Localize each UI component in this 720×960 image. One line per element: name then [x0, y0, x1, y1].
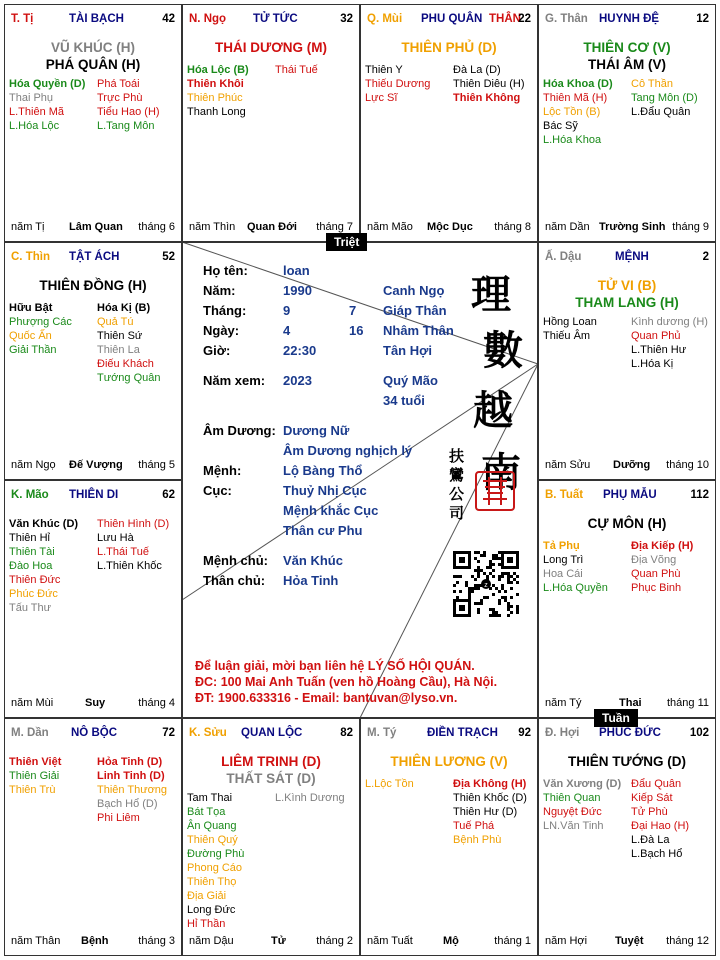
minor-star: Văn Xương (D)	[543, 778, 622, 790]
cuc-note-1: Mệnh khắc Cục	[283, 503, 379, 518]
palace-age-number: 112	[690, 489, 709, 501]
triet-badge: Triệt	[326, 233, 367, 251]
calligraphy-char-2: 數	[483, 327, 523, 374]
red-seal-stamp	[475, 471, 515, 511]
minor-star: Thiếu Âm	[543, 330, 591, 342]
month-label: tháng 2	[316, 935, 353, 947]
palace-cell-suu[interactable]	[182, 718, 360, 956]
minor-stars-left	[9, 517, 78, 615]
life-stage: Mộc Dục	[427, 221, 473, 233]
palace-name: PHÚC ĐỨC	[599, 727, 661, 739]
body-marker: THÂN	[489, 13, 521, 25]
minor-star: Quả Tú	[97, 316, 134, 328]
main-star: THÁI DƯƠNG (M)	[215, 40, 327, 55]
palace-age-number: 12	[696, 13, 709, 25]
minor-star: Quan Phủ	[631, 330, 681, 342]
palace-header	[11, 251, 175, 267]
main-star: VŨ KHÚC (H)	[51, 40, 135, 55]
minor-star: Thiên Hỉ	[9, 532, 50, 544]
main-star: THIÊN TƯỚNG (D)	[568, 754, 686, 769]
life-stage: Tuyệt	[615, 935, 644, 947]
palace-name: THIÊN DI	[69, 489, 119, 501]
minor-star: Tử Phù	[631, 806, 668, 818]
main-stars	[361, 753, 537, 770]
palace-cell-thin[interactable]	[4, 242, 182, 480]
year-label: năm Hợi	[545, 935, 588, 947]
minor-star: Lộc Tồn (B)	[543, 106, 601, 118]
month-label: tháng 11	[666, 697, 709, 709]
main-star: CỰ MÔN (H)	[587, 516, 667, 531]
year-label: năm Tuất	[367, 935, 413, 947]
view-year-row: Năm xem: 2023 Quý Mão	[203, 373, 438, 388]
tuan-badge: Tuần	[594, 709, 638, 727]
branch-label: N. Ngọ	[189, 13, 227, 25]
minor-star: Địa Kiếp (H)	[631, 540, 694, 552]
main-stars	[539, 39, 715, 73]
minor-star: Ân Quang	[187, 820, 237, 832]
minor-star: Phá Toái	[97, 78, 140, 90]
minor-star: Hữu Bật	[9, 302, 53, 314]
minor-stars-left	[9, 755, 61, 797]
minor-star: Văn Khúc (D)	[9, 518, 79, 530]
minor-star: Tam Thai	[187, 792, 233, 804]
cuc-row: Cục: Thuỷ Nhị Cục	[203, 483, 367, 498]
palace-cell-hoi[interactable]	[538, 718, 716, 956]
branch-label: B. Tuất	[545, 489, 584, 501]
branch-label: M. Tý	[367, 727, 397, 739]
branch-label: K. Mão	[11, 489, 49, 501]
main-stars	[539, 515, 715, 532]
minor-star: L.Lộc Tồn	[365, 778, 414, 790]
minor-star: Thiên Thương	[97, 784, 168, 796]
main-star: THÁI ÂM (V)	[588, 57, 666, 72]
minor-stars-left	[543, 315, 597, 343]
month-row: Tháng: 9 7 Giáp Thân	[203, 303, 447, 318]
palace-name: NÔ BỘC	[71, 727, 117, 739]
minor-stars-left	[543, 539, 608, 595]
contact-line-1: Để luận giải, mời bạn liên hệ LÝ SỐ HỘI QUÁN.	[195, 659, 475, 673]
minor-star: L.Hóa Kị	[631, 358, 674, 370]
month-label: tháng 7	[316, 221, 353, 233]
svg-text:z: z	[484, 582, 488, 589]
minor-stars-right	[97, 301, 161, 385]
month-label: tháng 9	[672, 221, 709, 233]
minor-star: Hồng Loan	[543, 316, 597, 328]
palace-cell-mui[interactable]	[360, 4, 538, 242]
minor-stars-right	[631, 777, 689, 861]
palace-header	[189, 727, 353, 743]
palace-age-number: 32	[340, 13, 353, 25]
minor-star: Phúc Đức	[9, 588, 58, 600]
name-row: Họ tên: loan	[203, 263, 310, 278]
palace-header	[545, 13, 709, 29]
branch-label: K. Sửu	[189, 727, 227, 739]
main-star: THIÊN PHỦ (D)	[401, 40, 497, 55]
minor-star: Đường Phù	[187, 848, 245, 860]
destiny-row: Mệnh: Lộ Bàng Thổ	[203, 463, 363, 478]
year-label: năm Mùi	[11, 697, 54, 709]
month-label: tháng 12	[666, 935, 709, 947]
month-label: tháng 10	[666, 459, 709, 471]
month-label: tháng 6	[138, 221, 175, 233]
palace-header	[367, 13, 531, 29]
palace-cell-tuat[interactable]	[538, 480, 716, 718]
minor-star: Cô Thần	[631, 78, 673, 90]
destiny-lord-row: Mệnh chủ: Văn Khúc	[203, 553, 343, 568]
year-label: năm Dần	[545, 221, 590, 233]
minor-star: Tuế Phá	[453, 820, 495, 832]
month-label: tháng 4	[138, 697, 175, 709]
minor-stars-right	[275, 63, 318, 77]
minor-star: L.Kình Dương	[275, 792, 345, 804]
minor-star: Thiên Hư (D)	[453, 806, 518, 818]
palace-footer	[545, 221, 709, 235]
minor-star: Đẩu Quân	[631, 778, 682, 790]
minor-stars-left	[187, 63, 249, 119]
palace-header	[11, 489, 175, 505]
life-stage: Đế Vượng	[69, 459, 123, 471]
age-text: 34 tuổi	[383, 393, 425, 408]
month-label: tháng 1	[494, 935, 531, 947]
minor-star: Bát Tọa	[187, 806, 226, 818]
minor-star: Thiên Không	[453, 92, 521, 104]
minor-star: Địa Không (H)	[453, 778, 527, 790]
minor-star: Hóa Lộc (B)	[187, 64, 249, 76]
year-label: năm Thìn	[189, 221, 236, 233]
palace-cell-dau[interactable]	[538, 242, 716, 480]
hour-row: Giờ: 22:30 Tân Hợi	[203, 343, 432, 358]
minor-star: L.Bạch Hổ	[631, 848, 683, 860]
minor-star: Hóa Khoa (D)	[543, 78, 613, 90]
minor-star: Thiên Hình (D)	[97, 518, 170, 530]
year-label: năm Tị	[11, 221, 45, 233]
minor-star: Tả Phụ	[543, 540, 580, 552]
palace-header	[545, 251, 709, 267]
palace-cell-ngo[interactable]	[182, 4, 360, 242]
minor-star: Phi Liêm	[97, 812, 140, 824]
main-stars	[361, 39, 537, 56]
life-stage: Tử	[271, 935, 286, 947]
main-stars	[183, 39, 359, 56]
minor-star: Địa Giải	[187, 890, 227, 902]
minor-star: Kiếp Sát	[631, 792, 673, 804]
month-label: tháng 5	[138, 459, 175, 471]
contact-phone-email[interactable]: ĐT: 1900.633316 - Email: bantuvan@lyso.vn.	[195, 691, 458, 705]
minor-star: Hóa Kị (B)	[97, 302, 151, 314]
minor-star: Thiên Sứ	[97, 330, 143, 342]
branch-label: G. Thân	[545, 13, 588, 25]
minor-star: Thiên Việt	[9, 756, 62, 768]
branch-label: T. Tị	[11, 13, 34, 25]
life-stage: Bệnh	[81, 935, 109, 947]
minor-stars-left	[543, 777, 621, 833]
year-label: năm Tý	[545, 697, 582, 709]
life-stage: Thai	[619, 697, 642, 709]
life-stage: Quan Đới	[247, 221, 297, 233]
branch-label: Đ. Hợi	[545, 727, 580, 739]
minor-star: L.Đà La	[631, 834, 670, 846]
minor-star: L.Tang Môn	[97, 120, 155, 132]
palace-age-number: 102	[689, 727, 709, 739]
main-star: THIÊN LƯƠNG (V)	[390, 754, 508, 769]
center-info-panel	[182, 242, 538, 718]
minor-star: Thiên Quý	[187, 834, 238, 846]
minor-star: Linh Tinh (D)	[97, 770, 165, 782]
minor-star: Hỏa Tinh (D)	[97, 756, 163, 768]
minor-stars-right	[97, 517, 169, 573]
year-label: năm Ngọ	[11, 459, 56, 471]
year-label: năm Mão	[367, 221, 413, 233]
palace-header	[367, 727, 531, 743]
minor-star: Long Đức	[187, 904, 236, 916]
minor-star: L.Hóa Lộc	[9, 120, 60, 132]
branch-label: C. Thìn	[11, 251, 50, 263]
palace-cell-dan[interactable]	[4, 718, 182, 956]
palace-footer	[545, 459, 709, 473]
minor-star: Kình dương (H)	[631, 316, 708, 328]
palace-name: MỆNH	[615, 251, 649, 263]
minor-star: Tướng Quân	[97, 372, 161, 384]
minor-star: Thiên La	[97, 344, 140, 356]
minor-stars-left	[365, 63, 430, 105]
branch-label: M. Dần	[11, 727, 49, 739]
main-star: THAM LANG (H)	[575, 295, 679, 310]
palace-age-number: 62	[162, 489, 175, 501]
minor-star: Lưu Hà	[97, 532, 134, 544]
minor-star: Đà La (D)	[453, 64, 501, 76]
minor-star: Bác Sỹ	[543, 120, 578, 132]
palace-name: PHỤ MẪU	[603, 489, 657, 501]
palace-age-number: 2	[702, 251, 709, 263]
minor-star: Long Trì	[543, 554, 584, 566]
minor-star: Thiên Khốc (D)	[453, 792, 527, 804]
palace-footer	[545, 935, 709, 949]
minor-star: Nguyệt Đức	[543, 806, 602, 818]
minor-star: Thiên Tài	[9, 546, 55, 558]
minor-stars-left	[365, 777, 414, 791]
minor-star: Thiên Diêu (H)	[453, 78, 525, 90]
minor-star: Thiên Mã (H)	[543, 92, 608, 104]
palace-age-number: 42	[162, 13, 175, 25]
palace-name: TỬ TỨC	[253, 13, 298, 25]
minor-star: Thiên Y	[365, 64, 403, 76]
minor-star: Thai Phụ	[9, 92, 54, 104]
minor-stars-right	[453, 777, 527, 847]
minor-star: Thiên Quan	[543, 792, 601, 804]
palace-footer	[367, 221, 531, 235]
main-star: TỬ VI (B)	[597, 278, 657, 293]
minor-star: L.Thiên Mã	[9, 106, 65, 118]
palace-age-number: 72	[162, 727, 175, 739]
yinyang-row: Âm Dương: Dương Nữ	[203, 423, 350, 438]
calligraphy-char-3: 越	[473, 387, 513, 434]
minor-star: Điếu Khách	[97, 358, 154, 370]
palace-name: TÀI BẠCH	[69, 13, 124, 25]
contact-address: ĐC: 100 Mai Anh Tuấn (ven hồ Hoàng Cầu), Hà Nội.	[195, 675, 498, 689]
year-row: Năm: 1990 Canh Ngọ	[203, 283, 445, 298]
life-stage: Mộ	[443, 935, 459, 947]
minor-star: Tấu Thư	[9, 602, 52, 614]
minor-star: Hoa Cái	[543, 568, 583, 580]
main-star: THIÊN CƠ (V)	[583, 40, 671, 55]
minor-stars-right	[453, 63, 525, 105]
minor-star: Địa Võng	[631, 554, 677, 566]
palace-footer	[11, 935, 175, 949]
minor-stars-right	[631, 77, 698, 119]
minor-star: Bạch Hổ (D)	[97, 798, 158, 810]
palace-age-number: 52	[162, 251, 175, 263]
body-lord-row: Thân chủ: Hỏa Tinh	[203, 573, 339, 588]
minor-star: Đại Hao (H)	[631, 820, 690, 832]
month-label: tháng 3	[138, 935, 175, 947]
minor-star: Thiên Đức	[9, 574, 61, 586]
minor-stars-right	[97, 77, 160, 133]
minor-star: Thiếu Dương	[365, 78, 431, 90]
minor-star: Giải Thần	[9, 344, 57, 356]
minor-stars-left	[543, 77, 613, 147]
life-stage: Trường Sinh	[599, 221, 666, 233]
yinyang-note: Âm Dương nghịch lý	[283, 443, 413, 458]
minor-star: Lực Sĩ	[365, 92, 398, 104]
palace-age-number: 92	[518, 727, 531, 739]
minor-star: Phong Cáo	[187, 862, 243, 874]
palace-name: TẬT ÁCH	[69, 251, 120, 263]
branch-label: Q. Mùi	[367, 13, 403, 25]
minor-stars-right	[631, 539, 693, 595]
palace-footer	[189, 935, 353, 949]
palace-header	[11, 727, 175, 743]
minor-star: Tang Môn (D)	[631, 92, 698, 104]
palace-name: QUAN LỘC	[241, 727, 303, 739]
month-label: tháng 8	[494, 221, 531, 233]
calligraphy-char-4: 南	[481, 449, 521, 496]
palace-cell-ti[interactable]	[4, 4, 182, 242]
palace-name: ĐIỀN TRẠCH	[427, 727, 498, 739]
minor-stars-left	[9, 77, 85, 133]
palace-header	[545, 489, 709, 505]
main-star: THIÊN ĐỒNG (H)	[39, 278, 147, 293]
minor-star: Thiên Thọ	[187, 876, 237, 888]
minor-star: L.Đẩu Quân	[631, 106, 691, 118]
minor-star: Tiểu Hao (H)	[97, 106, 160, 118]
minor-star: Đào Hoa	[9, 560, 53, 572]
main-star: PHÁ QUÂN (H)	[45, 57, 141, 72]
cuc-note-2: Thân cư Phu	[283, 523, 363, 538]
year-label: năm Sửu	[545, 459, 591, 471]
palace-header	[189, 13, 353, 29]
minor-stars-right	[631, 315, 708, 371]
palace-cell-mao[interactable]	[4, 480, 182, 718]
palace-footer	[11, 459, 175, 473]
minor-star: Phục Binh	[631, 582, 682, 594]
minor-star: Phượng Các	[9, 316, 72, 328]
palace-footer	[11, 221, 175, 235]
minor-star: L.Hóa Khoa	[543, 134, 602, 146]
minor-star: L.Thiên Hư	[631, 344, 687, 356]
minor-stars-left	[187, 791, 244, 931]
minor-star: Thiên Phúc	[187, 92, 243, 104]
palace-cell-ty[interactable]	[360, 718, 538, 956]
minor-star: L.Thái Tuế	[97, 546, 149, 558]
main-star: LIÊM TRINH (D)	[221, 754, 321, 769]
life-stage: Dưỡng	[613, 459, 651, 471]
minor-star: Quốc Ấn	[9, 330, 52, 342]
main-stars	[5, 39, 181, 73]
palace-footer	[11, 697, 175, 711]
minor-stars-right	[275, 791, 345, 805]
palace-name: HUYNH ĐỆ	[599, 13, 660, 25]
main-stars	[539, 753, 715, 770]
minor-stars-left	[9, 301, 72, 357]
minor-star: Thiên Giải	[9, 770, 60, 782]
qr-code[interactable]	[451, 549, 521, 619]
minor-star: Thiên Khôi	[187, 78, 244, 90]
main-stars	[183, 753, 359, 787]
day-row: Ngày: 4 16 Nhâm Thân	[203, 323, 454, 338]
palace-footer	[367, 935, 531, 949]
palace-name: PHU QUÂN	[421, 13, 483, 25]
minor-star: Thanh Long	[187, 106, 246, 118]
minor-stars-right	[97, 755, 167, 825]
minor-star: Thái Tuế	[275, 64, 318, 76]
palace-header	[545, 727, 709, 743]
calligraphy-char-1: 理	[471, 271, 511, 318]
minor-star: Quan Phù	[631, 568, 681, 580]
palace-cell-than[interactable]	[538, 4, 716, 242]
year-label: năm Dậu	[189, 935, 234, 947]
palace-header	[11, 13, 175, 29]
main-stars	[5, 277, 181, 294]
palace-age-number: 22	[518, 13, 531, 25]
small-seal-text: 扶 鸞 公 司	[449, 447, 465, 522]
life-stage: Lâm Quan	[69, 221, 123, 233]
minor-star: Trực Phù	[97, 92, 143, 104]
minor-star: Hóa Quyền (D)	[9, 78, 86, 90]
minor-star: Thiên Trù	[9, 784, 56, 796]
palace-age-number: 82	[340, 727, 353, 739]
branch-label: Ấ. Dậu	[545, 251, 582, 263]
minor-star: LN.Văn Tinh	[543, 820, 604, 832]
life-stage: Suy	[85, 697, 106, 709]
main-star: THẤT SÁT (D)	[226, 771, 316, 786]
minor-star: L.Thiên Khốc	[97, 560, 162, 572]
minor-star: Bệnh Phù	[453, 834, 502, 846]
year-label: năm Thân	[11, 935, 61, 947]
minor-star: Hỉ Thần	[187, 918, 226, 930]
minor-star: L.Hóa Quyền	[543, 582, 608, 594]
main-stars	[539, 277, 715, 311]
